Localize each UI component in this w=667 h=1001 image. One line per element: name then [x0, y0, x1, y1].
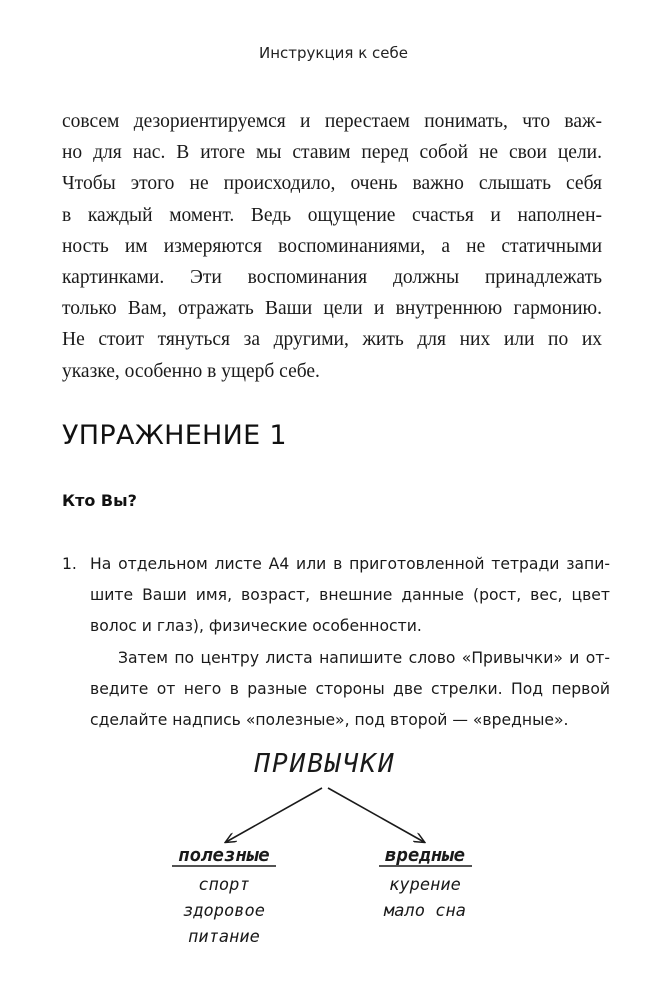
paragraph-line: картинками. Эти воспоминания должны принадлежать — [62, 267, 602, 289]
paragraph-line: Не стоит тянуться за другими, жить для них или по их — [62, 329, 602, 351]
exercise-number: 1. — [62, 555, 77, 573]
exercise-line: ведите от него в разные стороны две стрелки. Под первой — [90, 679, 610, 698]
exercise-line: На отдельном листе А4 или в приготовленной тетради запи- — [90, 555, 610, 573]
body-paragraph — [62, 106, 602, 387]
section-title: УПРАЖНЕНИЕ 1 — [62, 420, 287, 451]
exercise-line: шите Ваши имя, возраст, внешние данные (рост, вес, цвет — [90, 586, 610, 605]
subsection-title: Кто Вы? — [62, 491, 137, 510]
paragraph-line: указке, особенно в ущерб себе. — [62, 360, 320, 382]
right-branch-label: вредные — [384, 844, 466, 866]
exercise-text — [90, 549, 610, 736]
left-arrow — [226, 788, 322, 842]
left-item: здоровое — [183, 901, 265, 921]
paragraph-line: только Вам, отражать Ваши цели и внутреннюю гармонию. — [62, 298, 602, 320]
paragraph-line: совсем дезориентируемся и перестаем понимать, что важ- — [62, 111, 602, 132]
left-item: питание — [188, 927, 260, 947]
diagram-root-label: ПРИВЫЧКИ — [254, 749, 396, 779]
exercise-line: волос и глаз), физические особенности. — [90, 617, 422, 636]
paragraph-line: ность им измеряются воспоминаниями, а не статичными — [62, 235, 602, 257]
left-item: спорт — [198, 875, 250, 895]
right-item: мало сна — [384, 901, 466, 921]
habits-diagram — [0, 730, 667, 960]
exercise-line: Затем по центру листа напишите слово «Привычки» и от- — [118, 648, 610, 667]
paragraph-line: но для нас. В итоге мы ставим перед собой не свои цели. — [62, 142, 602, 164]
paragraph-line: Чтобы этого не происходило, очень важно слышать себя — [62, 173, 602, 195]
left-branch-label: полезные — [178, 844, 270, 866]
paragraph-line: в каждый момент. Ведь ощущение счастья и наполнен- — [62, 204, 602, 226]
right-arrow — [328, 788, 424, 842]
exercise-line: сделайте надпись «полезные», под второй — «вредные». — [90, 711, 569, 730]
right-item: курение — [389, 875, 461, 895]
running-head: Инструкция к себе — [258, 44, 408, 62]
